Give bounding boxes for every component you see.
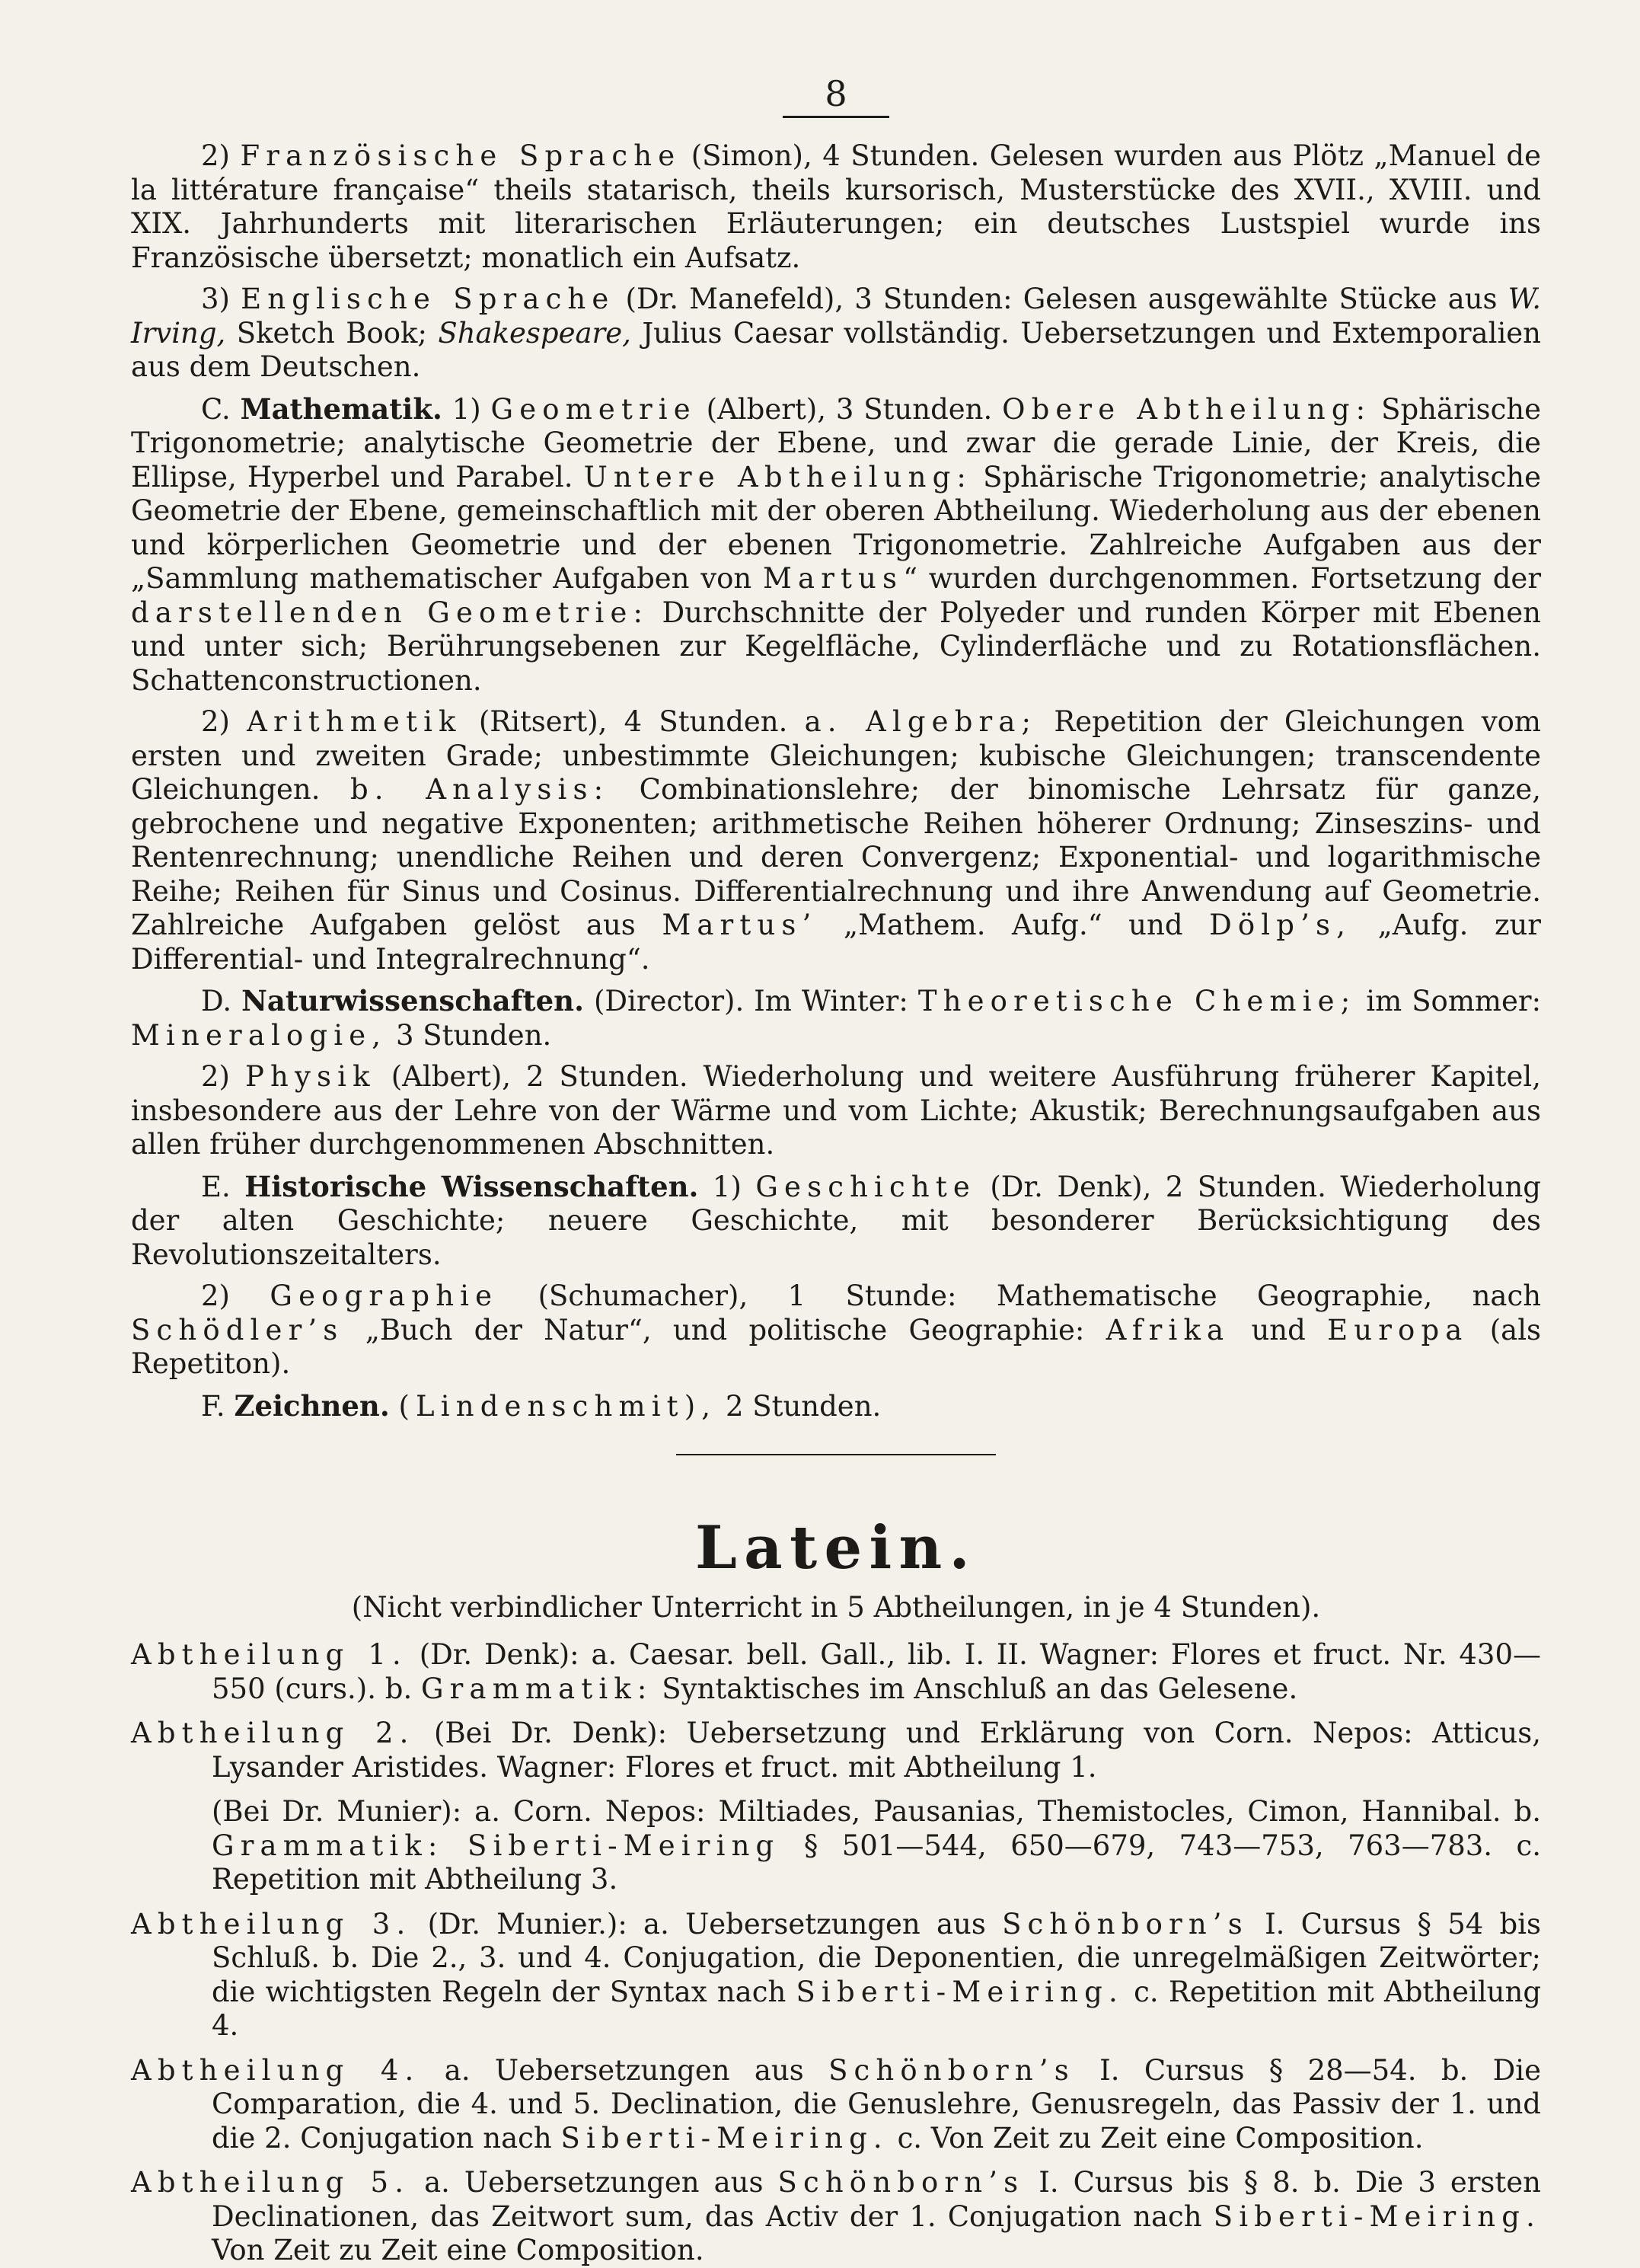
item-number: 2) <box>201 705 230 738</box>
paragraph-arithmetic <box>131 705 1541 976</box>
author-name: Siberti-Meiring. <box>560 2121 889 2155</box>
paragraph-geography <box>131 1279 1541 1382</box>
latin-section-title: Latein. <box>694 1513 978 1583</box>
paragraph-text: Combinationslehre; der binomische Lehrsatz für ganze, gebrochene und negative Exponenten; arithmetische Reihen höherer Ordnung; Zinseszins- und Rentenrechnung; unendliche Reihen und deren Convergenz; Exponential- und logarithmische Reihe; Reihen für Sinus und Cosinus. Differentialrechnung und ihre Anwendung auf Geometrie. Zahlreiche Aufgaben gelöst aus <box>131 773 1541 941</box>
paragraph-text: a. Caesar. bell. Gall., lib. I. II. <box>591 1638 1028 1671</box>
paragraph-text: c. Repetition mit Abtheilung 4. <box>212 1975 1542 2042</box>
latin-division-3 <box>131 1908 1541 2043</box>
teacher-name: (Dr. Denk): <box>419 1638 579 1671</box>
latin-division-5 <box>131 2166 1541 2268</box>
author-name: W. Irving, <box>131 283 1541 350</box>
item-number: 1) <box>451 392 481 426</box>
paragraph-text: Corn. Nepos: Miltiades, Pausanias, Themistocles, Cimon, Hannibal. b. <box>513 1795 1541 1828</box>
item-number: 2) <box>201 1279 230 1312</box>
subject-title: Französische Sprache <box>240 139 681 172</box>
division-label: Obere Abtheilung: <box>1002 392 1372 426</box>
paragraph-text: Gelesen wurden aus Plötz „Manuel de la littérature française“ theils statarisch, theils kursorisch, Musterstücke des XVII., XVIII. und XIX. Jahrhunderts mit literarischen Erläuterungen; ein deutsches Lustspiel wurde ins Französische übersetzt; monatlich ein Aufsatz. <box>131 139 1541 274</box>
teacher-hours: (Ritsert), 4 Stunden. <box>478 705 788 738</box>
latin-division-2 <box>131 1717 1541 1784</box>
paragraph-text: Flores et fruct. Nr. 430—550 (curs.). b. <box>212 1638 1542 1705</box>
section-letter: E. <box>201 1170 231 1203</box>
teacher-hours: (Simon), 4 Stunden. <box>691 139 980 172</box>
paragraph-french <box>131 139 1541 275</box>
teacher-name: (Bei Dr. Munier): a. <box>212 1795 501 1828</box>
item-number: 3) <box>201 283 230 315</box>
division-label: Abtheilung 4. <box>131 2053 420 2087</box>
division-label: Abtheilung 1. <box>131 1638 407 1671</box>
paragraph-text: Julius Caesar vollständig. Uebersetzungen und Extemporalien aus dem Deutschen. <box>131 316 1542 383</box>
author-name: Siberti-Meiring <box>467 1829 780 1862</box>
paragraph-text: im Sommer: <box>1366 985 1542 1017</box>
page-number-rule <box>783 116 889 118</box>
teacher-hours: (Schumacher), 1 Stunde: <box>538 1279 957 1312</box>
paragraph-text: „Buch der Natur“, und politische Geographie: <box>365 1313 1085 1346</box>
topic-label: Grammatik: <box>420 1672 653 1705</box>
paragraph-text: Wiederholung der alten Geschichte; neuere Geschichte, mit besonderer Berücksichtigung des Revolutionszeitalters. <box>131 1170 1541 1271</box>
paragraph-text: Sketch Book; <box>236 316 427 350</box>
latin-section-subtitle: (Nicht verbindlicher Unterricht in 5 Abtheilungen, in je 4 Stunden). <box>351 1591 1321 1624</box>
paragraph-text: c. Von Zeit zu Zeit eine Composition. <box>897 2121 1424 2155</box>
paragraph-text: I. Cursus § 54 bis Schluß. b. Die 2., 3. und 4. Conjugation, die Deponentien, die unregelmäßigen Zeitwörter; die wichtigsten Regeln der Syntax nach <box>212 1907 1542 2008</box>
paragraph-text: a. Uebersetzungen aus <box>444 2053 804 2087</box>
topic-label: Grammatik: <box>212 1829 444 1862</box>
paragraph-text: und <box>1251 1313 1306 1346</box>
author-name: Dölp’s, <box>1209 909 1352 941</box>
section-heading: Mathematik. <box>240 391 442 426</box>
division-label: Abtheilung 5. <box>131 2166 410 2199</box>
paragraph-text: Gelesen ausgewählte Stücke aus <box>1023 283 1498 315</box>
topic-label: a. Algebra; <box>804 705 1038 738</box>
paragraph-physics <box>131 1060 1541 1162</box>
paragraph-text: Sphärische Trigonometrie; analytische Geometrie der Ebene, gemeinschaftlich mit der oberen Abtheilung. Wiederholung aus der ebenen und körperlichen Geometrie und der ebenen Trigonometrie. Zahlreiche Aufgaben aus der „Sammlung mathematischer Aufgaben von <box>131 460 1542 595</box>
paragraph-natural-sciences <box>131 984 1541 1053</box>
author-name: Siberti-Meiring. <box>1213 2199 1542 2233</box>
paragraph-text: Durchschnitte der Polyeder und runden Körper mit Ebenen und unter sich; Berührungsebenen zur Kegelfläche, Cylinderfläche und zu Rotationsflächen. Schattenconstructionen. <box>131 596 1542 697</box>
paragraph-text: Flores et fruct. mit Abtheilung 1. <box>624 1750 1097 1784</box>
division-label: Untere Abtheilung: <box>583 460 973 494</box>
subject-title: Arithmetik <box>247 705 462 738</box>
author-name: Wagner: <box>1039 1638 1160 1671</box>
paragraph-text: § 501—544, 650—679, 743—753, 763—783. c. Repetition mit Abtheilung 3. <box>212 1829 1541 1896</box>
subject-title: Englische Sprache <box>241 283 615 315</box>
paragraph-text: „Mathem. Aufg.“ und <box>843 909 1183 941</box>
item-number: 2) <box>201 1060 230 1093</box>
item-number: 2) <box>201 139 230 172</box>
page-number: 8 <box>825 73 847 114</box>
item-number: 1) <box>712 1170 742 1203</box>
latin-division-4 <box>131 2054 1541 2156</box>
topic-label: Mineralogie, <box>131 1018 388 1052</box>
paragraph-text: Uebersetzung und Erklärung von Corn. Nepos: Atticus, Lysander Aristides. <box>212 1717 1542 1784</box>
section-letter: F. <box>201 1389 225 1423</box>
paragraph-text: I. Cursus bis § 8. b. Die 3 ersten Declinationen, das Zeitwort sum, das Activ der 1. Conjugation nach <box>212 2166 1542 2233</box>
paragraph-text: 2 Stunden. <box>725 1389 882 1423</box>
teacher-hours: (Director). Im Winter: <box>593 985 908 1017</box>
teacher-name: (Dr. Munier.): <box>427 1907 627 1941</box>
section-heading: Historische Wissenschaften. <box>244 1169 699 1203</box>
teacher-hours: (Dr. Manefeld), 3 Stunden: <box>625 283 1013 315</box>
paragraph-text: „Aufg. zur Differential- und Integralrechnung“. <box>131 909 1541 976</box>
topic-label: darstellenden Geometrie: <box>131 596 649 629</box>
latin-division-1 <box>131 1638 1541 1706</box>
paragraph-text: I. Cursus § 28—54. b. Die Comparation, die 4. und 5. Declination, die Genuslehre, Genusregeln, das Passiv der 1. und die 2. Conjugation nach <box>212 2053 1541 2155</box>
division-label: Abtheilung 2. <box>131 1717 415 1749</box>
paragraph-text: Sphärische Trigonometrie; analytische Geometrie der Ebene, und zwar die gerade Linie, der Kreis, die Ellipse, Hyperbel und Parabel. <box>131 392 1542 494</box>
paragraph-text: Von Zeit zu Zeit eine Composition. <box>212 2234 704 2266</box>
author-name: Wagner: <box>496 1750 617 1784</box>
paragraph-text: Syntaktisches im Anschluß an das Gelesene. <box>662 1672 1298 1705</box>
author-name: Martus <box>762 562 904 595</box>
paragraph-text: a. Uebersetzungen aus <box>424 2166 764 2199</box>
paragraph-text: Wiederholung und weitere Ausführung früherer Kapitel, insbesondere aus der Lehre von der Wärme und vom Lichte; Akustik; Berechnungsaufgaben aus allen früher durchgenommenen Abschnitten. <box>131 1060 1542 1161</box>
paragraph-text: Mathematische Geographie, nach <box>996 1279 1542 1312</box>
section-divider <box>676 1454 996 1455</box>
section-heading: Naturwissenschaften. <box>241 984 584 1017</box>
paragraph-history <box>131 1170 1541 1273</box>
teacher-hours: (Albert), 2 Stunden. <box>391 1060 688 1093</box>
author-name: Schönborn’s <box>828 2053 1075 2087</box>
author-name: Schödler’s <box>131 1313 344 1346</box>
teacher-name: (Bei Dr. Denk): <box>434 1717 668 1749</box>
paragraph-english <box>131 283 1541 385</box>
division-label: Abtheilung 3. <box>131 1907 412 1941</box>
topic-label: Theoretische Chemie; <box>917 985 1357 1017</box>
section-letter: D. <box>201 985 232 1017</box>
paragraph-text: Repetition der Gleichungen vom ersten und zweiten Grade; unbestimmte Gleichungen; kubische Gleichungen; transcendente Gleichungen. <box>131 705 1542 806</box>
author-name: Schönborn’s <box>1002 1907 1249 1941</box>
paragraph-text: (als Repetiton). <box>131 1313 1542 1380</box>
paragraph-text: a. Uebersetzungen aus <box>643 1907 986 1941</box>
teacher-hours: (Dr. Denk), 2 Stunden. <box>990 1170 1326 1203</box>
latin-division-2-munier <box>131 1795 1541 1897</box>
author-name: Schönborn’s <box>777 2166 1025 2199</box>
subject-title: Geometrie <box>490 392 697 426</box>
paragraph-text: “ wurden durchgenommen. Fortsetzung der <box>903 562 1542 595</box>
author-name: Martus’ <box>662 909 818 941</box>
author-name: Shakespeare, <box>438 316 631 350</box>
paragraph-text: 3 Stunden. <box>395 1018 552 1052</box>
topic-label: Europa <box>1327 1313 1469 1346</box>
section-heading: Zeichnen. <box>234 1388 390 1423</box>
teacher-hours: (Lindenschmit), <box>398 1389 717 1423</box>
topic-label: b. Analysis: <box>349 773 610 806</box>
author-name: Siberti-Meiring. <box>796 1975 1124 2008</box>
subject-title: Physik <box>244 1060 376 1093</box>
section-letter: C. <box>201 392 231 426</box>
subject-title: Geschichte <box>755 1170 976 1203</box>
topic-label: Afrika <box>1106 1313 1230 1346</box>
subject-title: Geographie <box>270 1279 499 1312</box>
teacher-hours: (Albert), 3 Stunden. <box>706 392 993 426</box>
paragraph-mathematics-geometry <box>131 392 1541 698</box>
paragraph-drawing <box>131 1389 1541 1424</box>
